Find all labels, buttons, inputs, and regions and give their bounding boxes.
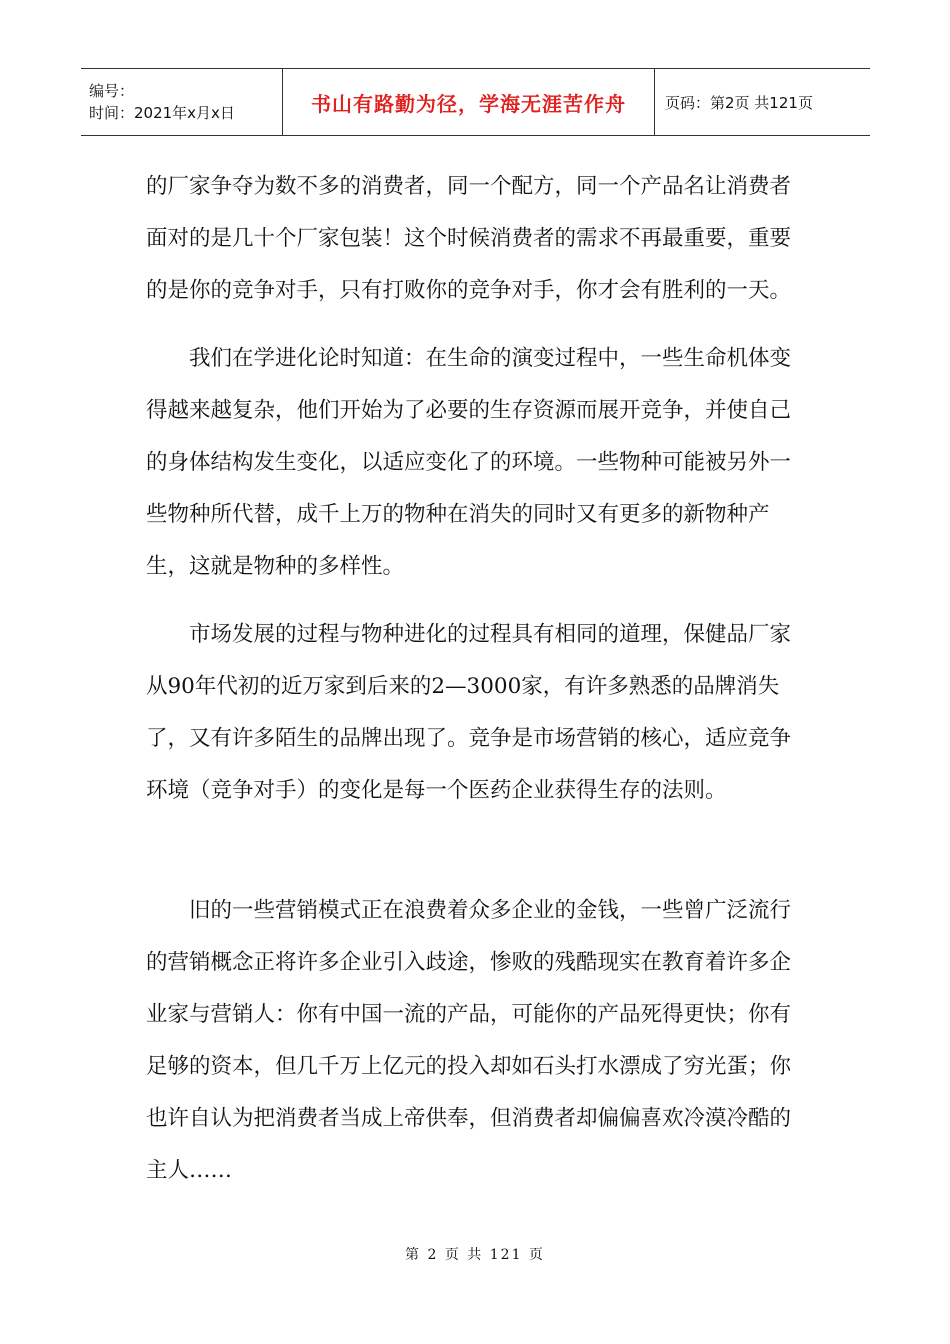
paragraph-4: 旧的一些营销模式正在浪费着众多企业的金钱，一些曾广泛流行的营销概念正将许多企业引入歧途，惨败的残酷现实在教育着许多企业家与营销人：你有中国一流的产品，可能你的产品死得更快；你有足够的资本，但几千万上亿元的投入却如石头打水漂成了穷光蛋；你也许自认为把消费者当成上帝供奉，但消费者却偏偏喜欢冷漠冷酷的主人…… (146, 898, 792, 1183)
document-date-label: 时间：2021年x月x日 (89, 104, 235, 122)
header-motto-cell (283, 69, 655, 135)
page-header (81, 68, 870, 136)
paragraph-gap (146, 593, 806, 609)
paragraph-3: 市场发展的过程与物种进化的过程具有相同的道理，保健品厂家从90年代初的近万家到后来的2—3000家，有许多熟悉的品牌消失了，又有许多陌生的品牌出现了。竞争是市场营销的核心，适应竞争环境（竞争对手）的变化是每一个医药企业获得生存的法则。 (146, 622, 792, 803)
paragraph-gap (146, 317, 806, 333)
header-page-label: 页码：第2页 共121页 (665, 93, 813, 112)
header-motto: 书山有路勤为径，学海无涯苦作舟 (311, 91, 626, 116)
header-page-cell (655, 69, 870, 135)
paragraph-2: 我们在学进化论时知道：在生命的演变过程中，一些生命机体变得越来越复杂，他们开始为了必要的生存资源而展开竞争，并使自己的身体结构发生变化，以适应变化了的环境。一些物种可能被另外一些物种所代替，成千上万的物种在消失的同时又有更多的新物种产生，这就是物种的多样性。 (146, 346, 792, 579)
header-meta (81, 69, 283, 135)
document-body (146, 161, 806, 1197)
document-number-label: 编号： (89, 82, 135, 100)
page-footer: 第 2 页 共 121 页 (405, 1247, 545, 1263)
paragraph-gap (146, 817, 806, 885)
paragraph-1: 的厂家争夺为数不多的消费者，同一个配方，同一个产品名让消费者面对的是几十个厂家包装！这个时候消费者的需求不再最重要，重要的是你的竞争对手，只有打败你的竞争对手，你才会有胜利的一天。 (146, 174, 792, 303)
